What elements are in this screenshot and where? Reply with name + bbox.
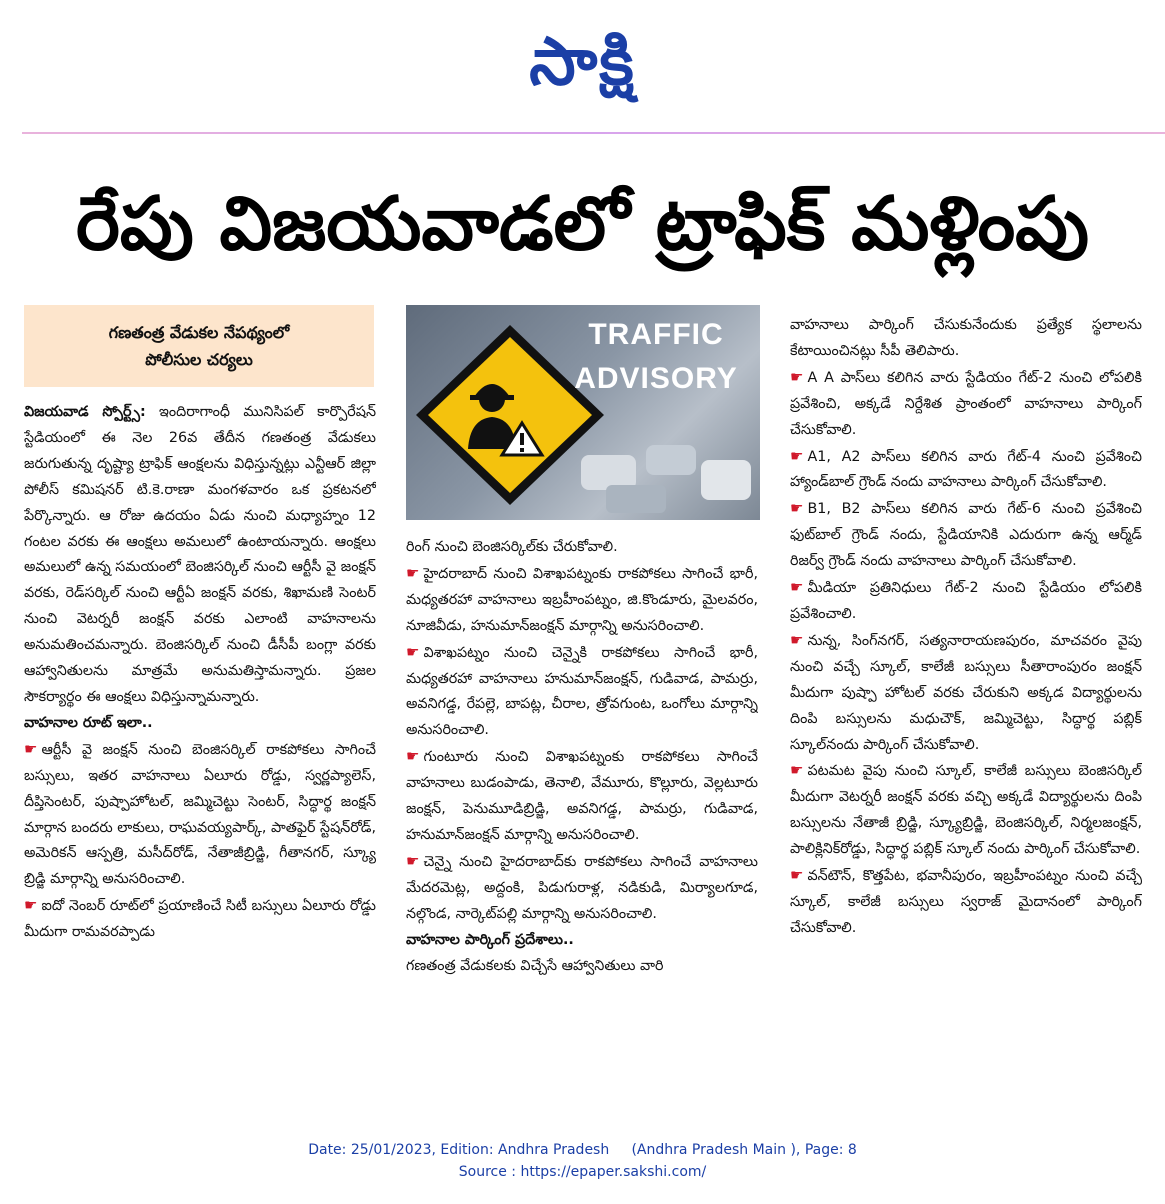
dateline: విజయవాడ స్పోర్ట్స్‌: [24,404,146,420]
list-item-text: ఆర్టీసీ వై జంక్షన్‌ నుంచి బెంజిసర్కిల్‌ రాకపోకలు సాగించే బస్సులు, ఇతర వాహనాలు ఏలూరు రోడ్డు, స్వర్ణప్యాలెస్‌, దీప్తిసెంటర్‌, పుష్పాహోటల్‌, జమ్మిచెట్టు సెంటర్‌, సిద్ధార్థ జంక్షన్‌ మార్గాన బందరు లాకులు, రాఘవయ్యపార్క్‌, పాతఫైర్‌ స్టేషన్‌రోడ్‌, అమెరికన్‌ ఆస్పత్రి, మసీద్‌రోడ్‌, నేతాజీబ్రిడ్జి, గీతానగర్‌, స్క్యూ బ్రిడ్జి మార్గాన్ని అనుసరించాలి. [24,741,376,888]
pointing-hand-icon: ☛ [790,446,804,465]
continuation-text: వాహనాలు పార్కింగ్‌ చేసుకునేందుకు ప్రత్యేక స్థలాలను కేటాయించినట్లు సీపీ తెలిపారు. [790,317,1142,359]
traffic-advisory-image [406,305,760,520]
list-item-text: గుంటూరు నుంచి విశాఖపట్నంకు రాకపోకలు సాగించే వాహనాలు బుడంపాడు, తెనాలి, వేమూరు, కొల్లూరు, వెల్లటూరు జంక్షన్‌, పెనుమూడిబ్రిడ్జి, అవనిగడ్డ, పామర్రు, గుడివాడ, హనుమాన్‌జంక్షన్‌ మార్గాన్ని అనుసరించాలి. [406,749,758,843]
masthead-logo: సాక్షి [529,23,636,100]
list-item [406,561,758,640]
list-item [406,640,758,745]
route-subheading: వాహనాల రూట్‌ ఇలా.. [24,714,153,731]
list-item [406,744,758,849]
list-item [790,863,1142,942]
list-item [24,737,376,893]
list-item-text: ఐదో నెంబర్‌ రూట్‌లో ప్రయాణించే సిటీ బస్సులు ఏలూరు రోడ్డు మీదుగా రామవరప్పాడు [24,898,376,941]
list-item [790,575,1142,628]
pointing-hand-icon: ☛ [406,851,420,870]
parking-subheading: వాహనాల పార్కింగ్‌ ప్రదేశాలు.. [406,931,574,948]
list-item [790,628,1142,759]
sidebar-box-line2: పోలీసుల చర్యలు [145,350,253,369]
list-item [24,893,376,946]
intro-text: ఇందిరాగాంధీ మునిసిపల్‌ కార్పొరేషన్‌ స్టేడియంలో ఈ నెల 26వ తేదీన గణతంత్ర వేడుకలు జరుగుతున్న దృష్ట్యా ట్రాఫిక్‌ ఆంక్షలను విధిస్తున్నట్లు ఎన్టీఆర్‌ జిల్లా పోలీస్‌ కమిషనర్‌ టి.కె.రాణా మంగళవారం ఒక ప్రకటనలో పేర్కొన్నారు. ఆ రోజు ఉదయం ఏడు నుంచి మధ్యాహ్నం 12 గంటల వరకు ఈ ఆంక్షలు అమలులో ఉంటాయన్నారు. ఆంక్షలు అమలులో ఉన్న సమయంలో బెంజిసర్కిల్‌ నుంచి ఆర్టీసీ వై జంక్షన్‌ వరకు, రెడ్‌సర్కిల్‌ నుంచి ఆర్టీఏ జంక్షన్‌ వరకు, శిఖామణి సెంటర్‌ నుంచి వెటర్నరీ జంక్షన్‌ వరకు ఎలాంటి వాహనాలను అనుమతించమన్నారు. బెంజిసర్కిల్‌ నుంచి డీసీపీ బంగ్లా వరకు ఆహ్వానితులను మాత్రమే అనుమతిస్తామన్నారు. ప్రజల సౌకర్యార్థం ఈ ఆంక్షలు విధిస్తున్నామన్నారు. [24,404,376,705]
list-item-text: పటమట వైపు నుంచి స్కూల్‌, కాలేజీ బస్సులు బెంజిసర్కిల్‌ మీదుగా వెటర్నరీ జంక్షన్‌ వరకు వచ్చి అక్కడే విద్యార్థులను దింపి బస్సులను నేతాజీ బ్రిడ్జి, స్క్యూబ్రిడ్జి, బెంజిసర్కిల్‌, నిర్మలజంక్షన్‌, పాలిక్లినిక్‌రోడ్డు, సిద్ధార్థ పబ్లిక్‌ స్కూల్‌ నందు పార్కింగ్‌ చేసుకోవాలి. [790,763,1142,858]
footer-edition-info: Date: 25/01/2023, Edition: Andhra Pradesh (Andhra Pradesh Main ), Page: 8 [308,1142,857,1158]
list-item [790,444,1142,497]
list-item-text: A1, A2 పాస్‌లు కలిగిన వారు గేట్‌-4 నుంచి ప్రవేశించి హ్యాండ్‌బాల్‌ గ్రౌండ్‌ నందు వాహనాలు పార్కింగ్‌ చేసుకోవాలి. [790,448,1142,491]
masthead-divider [22,132,1165,134]
article-headline: రేపు విజయవాడలో ట్రాఫిక్‌ మళ్లింపు [75,181,1090,267]
pointing-hand-icon: ☛ [406,563,420,582]
pointing-hand-icon: ☛ [790,367,804,386]
pointing-hand-icon: ☛ [790,630,804,649]
article-column-3 [790,313,1142,1113]
list-item-text: హైదరాబాద్‌ నుంచి విశాఖపట్నంకు రాకపోకలు సాగించే భారీ, మధ్యతరహా వాహనాలు ఇబ్రహీంపట్నం, జి.కొండూరు, మైలవరం, నూజివీడు, హనుమాన్‌జంక్షన్‌ మార్గాన్ని అనుసరించాలి. [406,565,758,634]
pointing-hand-icon: ☛ [790,761,804,780]
article-column-1 [24,400,376,1110]
pointing-hand-icon: ☛ [406,642,420,661]
sidebar-box-heading [24,305,374,387]
pointing-hand-icon: ☛ [790,578,804,597]
footer-source-link[interactable]: Source : https://epaper.sakshi.com/ [458,1164,707,1180]
parking-intro: గణతంత్ర వేడుకలకు విచ్చేసే ఆహ్వానితులు వారి [406,957,664,974]
article-column-2 [406,535,758,1110]
list-item [790,496,1142,575]
advisory-title-line1: TRAFFIC [588,318,724,351]
pointing-hand-icon: ☛ [24,739,38,758]
pointing-hand-icon: ☛ [790,499,804,518]
list-item-text: B1, B2 పాస్‌లు కలిగిన వారు గేట్‌-6 నుంచి ప్రవేశించి ఫుట్‌బాల్‌ గ్రౌండ్‌ నందు, స్టేడియానికి ఎదురుగా ఉన్న ఆర్మ్‌డ్‌ రిజర్వ్‌ గ్రౌండ్‌ నందు వాహనాలు పార్కింగ్‌ చేసుకోవాలి. [790,501,1142,570]
advisory-title-line2: ADVISORY [574,362,738,395]
list-item-text: నున్న, సింగ్‌నగర్‌, సత్యనారాయణపురం, మాచవరం వైపు నుంచి వచ్చే స్కూల్‌, కాలేజీ బస్సులు సీతారాంపురం జంక్షన్‌ మీదుగా పుష్పా హోటల్‌ వరకు చేరుకుని అక్కడ విద్యార్థులను దింపి బస్సులను మధుచౌక్‌, జమ్మిచెట్టు, సిద్ధార్థ పబ్లిక్‌ స్కూల్‌నందు పార్కింగ్‌ చేసుకోవాలి. [790,632,1142,753]
continuation-text: రింగ్‌ నుంచి బెంజిసర్కిల్‌కు చేరుకోవాలి. [406,539,618,555]
list-item-text: మీడియా ప్రతినిధులు గేట్‌-2 నుంచి స్టేడియం లోపలికి ప్రవేశించాలి. [790,580,1142,622]
list-item [406,849,758,928]
pointing-hand-icon: ☛ [24,896,38,915]
list-item [790,365,1142,444]
pointing-hand-icon: ☛ [406,747,420,766]
list-item-text: చెన్నై నుంచి హైదరాబాద్‌కు రాకపోకలు సాగించే వాహనాలు మేదరమెట్ల, అద్దంకి, పిడుగురాళ్ల, నడికుడి, మిర్యాలగూడ, నల్గొండ, నార్కెట్‌పల్లి మార్గాన్ని అనుసరించాలి. [406,853,758,922]
pointing-hand-icon: ☛ [790,866,804,885]
list-item-text: A A పాస్‌లు కలిగిన వారు స్టేడియం గేట్‌-2 నుంచి లోపలికి ప్రవేశించి, అక్కడే నిర్దేశిత ప్రాంతంలో వాహనాలు పార్కింగ్‌ చేసుకోవాలి. [790,369,1142,438]
list-item [790,758,1142,863]
list-item-text: విశాఖపట్నం నుంచి చెన్నైకి రాకపోకలు సాగించే భారీ, మధ్యతరహా వాహనాలు హనుమాన్‌జంక్షన్‌, గుడివాడ, పామర్రు, అవనిగడ్డ, రేపల్లె, బాపట్ల, చీరాల, త్రోవగుంట, ఒంగోలు మార్గాన్ని అనుసరించాలి. [406,644,758,739]
list-item-text: వన్‌టౌన్‌, కొత్తపేట, భవానీపురం, ఇబ్రహీంపట్నం నుంచి వచ్చే స్కూల్‌, కాలేజీ బస్సులు స్వరాజ్‌ మైదానంలో పార్కింగ్‌ చేసుకోవాలి. [790,868,1142,936]
intro-paragraph [24,400,376,711]
sidebar-box-line1: గణతంత్ర వేడుకల నేపథ్యంలో [108,323,290,342]
